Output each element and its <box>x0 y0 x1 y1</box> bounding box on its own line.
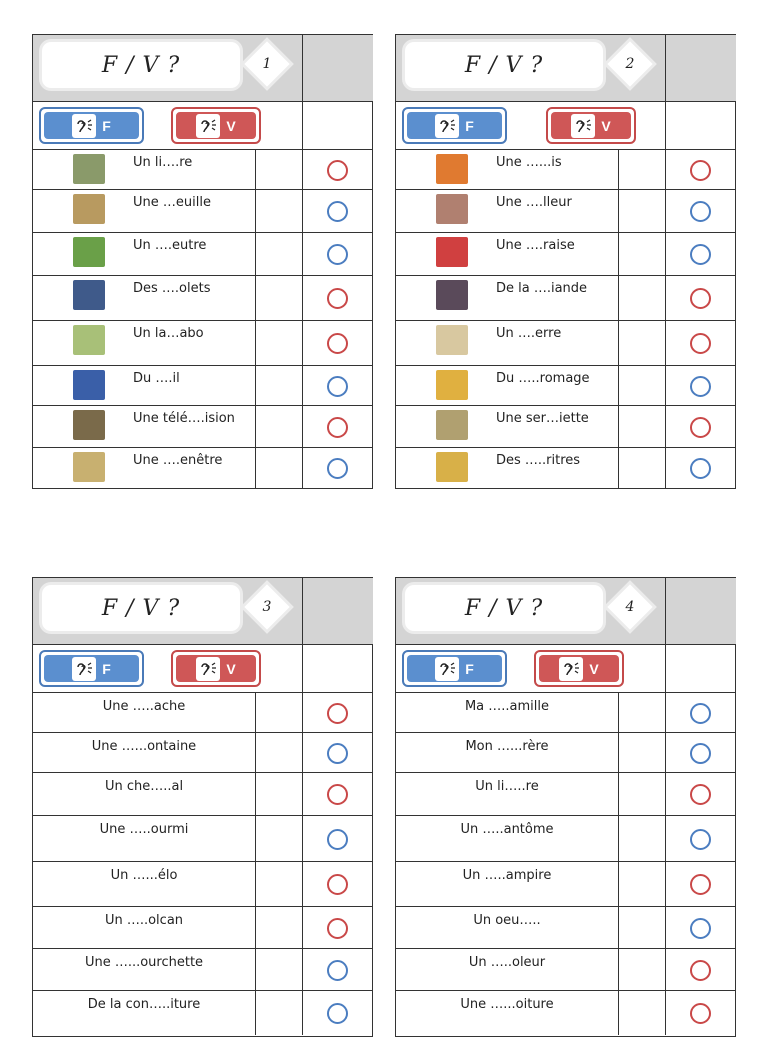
ear-icon <box>571 114 595 138</box>
ear-button-row <box>33 102 372 150</box>
word-text: Un …..olcan <box>104 913 184 928</box>
word-text: Une ….lleur <box>496 195 572 210</box>
ear-icon <box>196 657 220 681</box>
word-row <box>396 773 735 816</box>
word-row <box>33 276 372 321</box>
ear-button-row <box>33 645 372 693</box>
word-text: Mon …...rère <box>465 739 549 754</box>
word-rows <box>33 693 372 1035</box>
word-text: Une …euille <box>133 195 211 210</box>
word-row <box>33 733 372 773</box>
word-text: Une …..ache <box>102 699 186 714</box>
answer-circle[interactable] <box>690 376 711 397</box>
card-number: 2 <box>625 56 635 72</box>
answer-circle[interactable] <box>690 960 711 981</box>
word-rows <box>396 693 735 1035</box>
card-header <box>396 578 735 645</box>
word-row <box>396 862 735 907</box>
shutters-icon <box>73 280 105 310</box>
answer-circle[interactable] <box>327 417 348 438</box>
card-2 <box>395 34 736 489</box>
answer-circle[interactable] <box>327 458 348 479</box>
word-rows <box>33 150 372 488</box>
word-text: Une …...ontaine <box>91 739 197 754</box>
f-label: F <box>465 660 474 677</box>
answer-circle[interactable] <box>690 244 711 265</box>
ear-icon <box>559 657 583 681</box>
answer-circle[interactable] <box>327 960 348 981</box>
answer-circle[interactable] <box>690 743 711 764</box>
answer-circle[interactable] <box>327 333 348 354</box>
word-row <box>396 233 735 276</box>
word-row <box>396 991 735 1035</box>
answer-circle[interactable] <box>327 201 348 222</box>
answer-circle[interactable] <box>690 874 711 895</box>
word-row <box>396 321 735 366</box>
word-row <box>396 693 735 733</box>
word-row <box>33 991 372 1035</box>
word-text: Un ….erre <box>496 326 562 341</box>
word-row <box>33 190 372 233</box>
word-text: Un …...élo <box>110 868 178 883</box>
word-text: Un che…..al <box>104 779 184 794</box>
f-sound-button[interactable] <box>402 107 507 144</box>
answer-circle[interactable] <box>327 784 348 805</box>
word-text: Une ….enêtre <box>133 453 223 468</box>
word-rows <box>396 150 735 488</box>
card-title: F / V ? <box>405 585 603 631</box>
word-row <box>396 406 735 448</box>
card-1 <box>32 34 373 489</box>
word-text: Une ….raise <box>496 238 575 253</box>
answer-circle[interactable] <box>690 458 711 479</box>
book-icon <box>73 154 105 184</box>
answer-circle[interactable] <box>690 201 711 222</box>
answer-circle[interactable] <box>690 703 711 724</box>
v-label: V <box>589 660 599 677</box>
word-text: Une ser…iette <box>496 411 589 426</box>
answer-circle[interactable] <box>327 918 348 939</box>
card-header <box>396 35 735 102</box>
word-row <box>33 321 372 366</box>
cheese-icon <box>436 370 468 400</box>
word-row <box>396 276 735 321</box>
answer-circle[interactable] <box>327 829 348 850</box>
word-row <box>396 448 735 488</box>
fries-icon <box>436 452 468 482</box>
word-text: Une …...oiture <box>460 997 554 1012</box>
ear-button-row <box>396 645 735 693</box>
answer-circle[interactable] <box>327 703 348 724</box>
answer-circle[interactable] <box>327 376 348 397</box>
card-header <box>33 578 372 645</box>
ear-button-row <box>396 102 735 150</box>
card-title: F / V ? <box>42 585 240 631</box>
answer-circle[interactable] <box>690 333 711 354</box>
word-text: Une …...ourchette <box>84 955 204 970</box>
answer-circle[interactable] <box>327 244 348 265</box>
answer-circle[interactable] <box>327 288 348 309</box>
word-text: Des ….olets <box>133 281 211 296</box>
word-row <box>33 448 372 488</box>
screw-icon <box>436 154 468 184</box>
answer-circle[interactable] <box>690 1003 711 1024</box>
strawberry-icon <box>436 237 468 267</box>
v-label: V <box>226 117 236 134</box>
word-row <box>396 366 735 406</box>
answer-circle[interactable] <box>690 829 711 850</box>
paper-sheet-icon <box>73 194 105 224</box>
word-row <box>33 406 372 448</box>
v-label: V <box>601 117 611 134</box>
napkin-icon <box>436 410 468 440</box>
card-number: 4 <box>625 599 635 615</box>
f-sound-button[interactable] <box>39 650 144 687</box>
word-text: Ma …..amille <box>464 699 550 714</box>
television-icon <box>73 410 105 440</box>
f-label: F <box>102 660 111 677</box>
word-text: Un li…..re <box>475 779 539 794</box>
v-sound-button[interactable] <box>171 107 261 144</box>
meat-pan-icon <box>436 280 468 310</box>
v-sound-button[interactable] <box>171 650 261 687</box>
f-sound-button[interactable] <box>402 650 507 687</box>
word-text: Du …..romage <box>496 371 590 386</box>
card-title: F / V ? <box>405 42 603 88</box>
answer-circle[interactable] <box>690 918 711 939</box>
word-text: Un ….eutre <box>133 238 207 253</box>
v-sound-button[interactable] <box>546 107 636 144</box>
word-text: De la ….iande <box>496 281 588 296</box>
washbasin-icon <box>73 325 105 355</box>
f-label: F <box>102 117 111 134</box>
f-label: F <box>465 117 474 134</box>
word-text: Une …..ourmi <box>99 822 189 837</box>
word-text: Un …..oleur <box>468 955 546 970</box>
word-row <box>33 233 372 276</box>
word-row <box>33 816 372 862</box>
word-row <box>396 949 735 991</box>
word-text: Un …..ampire <box>462 868 552 883</box>
card-3 <box>32 577 373 1037</box>
ear-icon <box>196 114 220 138</box>
card-number: 1 <box>262 56 272 72</box>
word-row <box>33 907 372 949</box>
ear-icon <box>435 114 459 138</box>
ear-icon <box>72 657 96 681</box>
word-row <box>33 693 372 733</box>
word-text: De la con…..iture <box>87 997 201 1012</box>
v-sound-button[interactable] <box>534 650 624 687</box>
glass-icon <box>436 325 468 355</box>
word-row <box>396 816 735 862</box>
word-text: Une …...is <box>496 155 562 170</box>
window-icon <box>73 452 105 482</box>
word-text: Un oeu….. <box>473 913 541 928</box>
word-text: Une télé….ision <box>133 411 235 426</box>
f-sound-button[interactable] <box>39 107 144 144</box>
word-text: Un la…abo <box>133 326 204 341</box>
card-number: 3 <box>262 599 272 615</box>
word-row <box>33 862 372 907</box>
word-row <box>396 733 735 773</box>
v-label: V <box>226 660 236 677</box>
card-header <box>33 35 372 102</box>
marker-pen-icon <box>73 237 105 267</box>
flower-icon <box>436 194 468 224</box>
word-text: Un …..antôme <box>460 822 554 837</box>
word-text: Un li….re <box>133 155 193 170</box>
answer-circle[interactable] <box>690 417 711 438</box>
word-row <box>396 150 735 190</box>
answer-circle[interactable] <box>327 160 348 181</box>
answer-circle[interactable] <box>690 784 711 805</box>
answer-circle[interactable] <box>327 874 348 895</box>
word-row <box>33 773 372 816</box>
answer-circle[interactable] <box>327 743 348 764</box>
word-row <box>33 366 372 406</box>
answer-circle[interactable] <box>690 288 711 309</box>
answer-circle[interactable] <box>690 160 711 181</box>
card-4 <box>395 577 736 1037</box>
word-row <box>396 190 735 233</box>
word-text: Du ….il <box>133 371 180 386</box>
word-text: Des …..ritres <box>496 453 581 468</box>
word-row <box>33 949 372 991</box>
ear-icon <box>435 657 459 681</box>
word-row <box>33 150 372 190</box>
thread-spool-icon <box>73 370 105 400</box>
answer-circle[interactable] <box>327 1003 348 1024</box>
card-title: F / V ? <box>42 42 240 88</box>
word-row <box>396 907 735 949</box>
ear-icon <box>72 114 96 138</box>
